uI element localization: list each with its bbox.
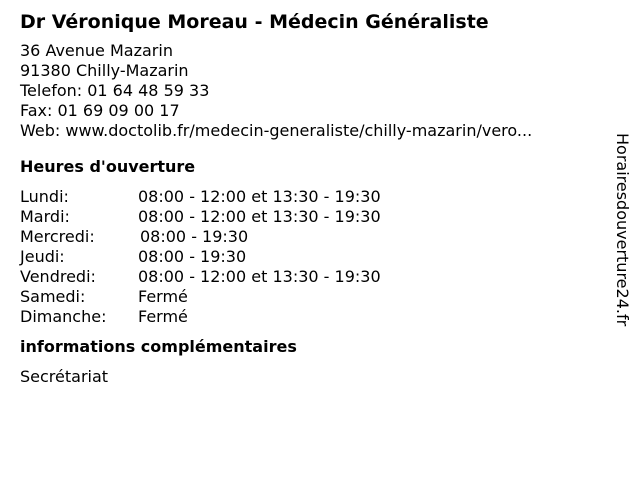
listing-content: [20, 8, 600, 387]
day-label: Lundi:: [20, 187, 69, 206]
hours-value: Fermé: [138, 307, 188, 326]
opening-hours-table: [20, 187, 600, 327]
phone-number[interactable]: Telefon: 01 64 48 59 33: [20, 81, 210, 100]
page-title: Dr Véronique Moreau - Médecin Généraliste: [20, 11, 489, 33]
hours-row-thursday: [20, 247, 600, 267]
hours-row-monday: [20, 187, 600, 207]
hours-value: 08:00 - 19:30: [140, 227, 249, 246]
hours-value: 08:00 - 12:00 et 13:30 - 19:30: [138, 187, 381, 206]
additional-info-heading: informations complémentaires: [20, 337, 297, 356]
day-label: Jeudi:: [20, 247, 65, 266]
day-label: Mardi:: [20, 207, 70, 226]
day-label: Samedi:: [20, 287, 86, 306]
hours-row-sunday: [20, 307, 600, 327]
hours-row-wednesday: [20, 227, 600, 247]
fax-number: Fax: 01 69 09 00 17: [20, 101, 180, 120]
brand-watermark: [612, 133, 632, 373]
hours-value: 08:00 - 19:30: [138, 247, 247, 266]
address-street: 36 Avenue Mazarin: [20, 41, 173, 60]
address-city: 91380 Chilly-Mazarin: [20, 61, 189, 80]
hours-row-tuesday: [20, 207, 600, 227]
hours-value: 08:00 - 12:00 et 13:30 - 19:30: [138, 267, 381, 286]
additional-info-text: Secrétariat: [20, 367, 109, 386]
day-label: Mercredi:: [20, 227, 95, 246]
opening-hours-heading: Heures d'ouverture: [20, 157, 196, 176]
day-label: Dimanche:: [20, 307, 107, 326]
hours-row-saturday: [20, 287, 600, 307]
brand-text: Horairesdouverture24.fr: [613, 133, 632, 327]
hours-value: 08:00 - 12:00 et 13:30 - 19:30: [138, 207, 381, 226]
website-link[interactable]: Web: www.doctolib.fr/medecin-generaliste/chilly-mazarin/vero...: [20, 121, 533, 140]
address-block: [20, 41, 600, 141]
hours-row-friday: [20, 267, 600, 287]
hours-value: Fermé: [138, 287, 188, 306]
day-label: Vendredi:: [20, 267, 96, 286]
